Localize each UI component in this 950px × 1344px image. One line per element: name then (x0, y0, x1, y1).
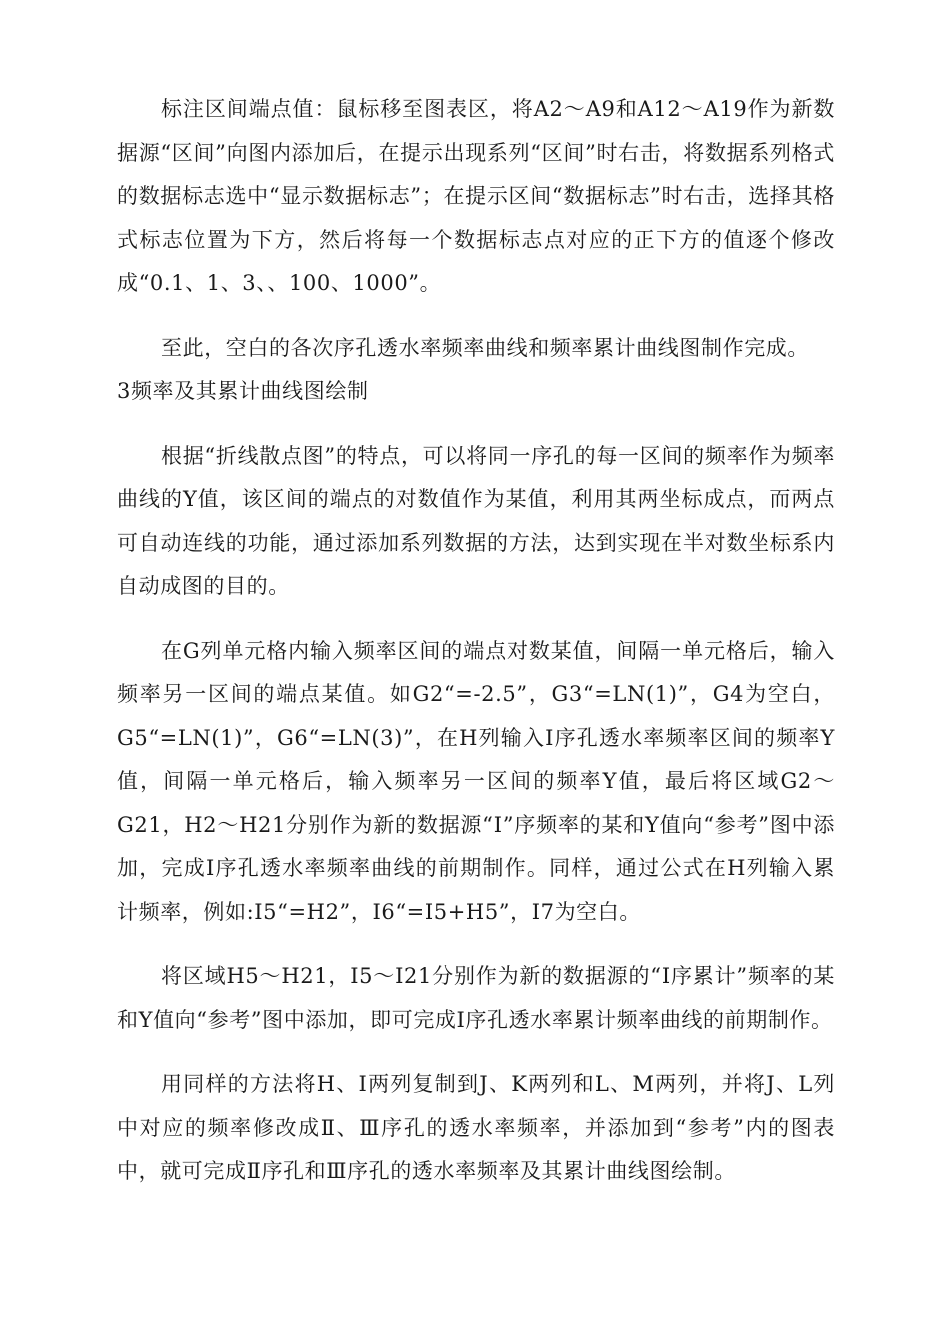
paragraph-column-g-input: 在G列单元格内输入频率区间的端点对数某值，间隔一单元格后，输入频率另一区间的端点某值。如G2“=-2.5”，G3“=LN(1)”，G4为空白，G5“=LN(1)”，G6“=LN(3)”，在H列输入Ⅰ序孔透水率频率区间的频率Y值，间隔一单元格后，输入频率另一区间的频率Y值，最后将区域G2～G21，H2～H21分别作为新的数据源“Ⅰ”序频率的某和Y值向“参考”图中添加，完成Ⅰ序孔透水率频率曲线的前期制作。同样，通过公式在H列输入累计频率，例如:I5“=H2”，I6“=I5+H5”，I7为空白。 (117, 638, 835, 924)
paragraph-scatter-method: 根据“折线散点图”的特点，可以将同一序孔的每一区间的频率作为频率曲线的Y值，该区间的端点的对数值作为某值，利用其两坐标成点，而两点可自动连线的功能，通过添加系列数据的方法，达到实现在半对数坐标系内自动成图的目的。 (117, 443, 835, 598)
document-body (117, 88, 835, 1215)
paragraph-copy-columns: 用同样的方法将H、I两列复制到J、K两列和L、M两列，并将J、L列中对应的频率修改成Ⅱ、Ⅲ序孔的透水率频率，并添加到“参考”内的图表中，就可完成Ⅱ序孔和Ⅲ序孔的透水率频率及其累计曲线图绘制。 (117, 1072, 835, 1183)
paragraph-cumulative-series: 将区域H5～H21，I5～I21分别作为新的数据源的“Ⅰ序累计”频率的某和Y值向“参考”图中添加，即可完成Ⅰ序孔透水率累计频率曲线的前期制作。 (117, 964, 835, 1032)
paragraph-data-labels: 标注区间端点值：鼠标移至图表区，将A2～A9和A12～A19作为新数据源“区间”向图内添加后，在提示出现系列“区间”时右击，将数据系列格式的数据标志选中“显示数据标志”；在提示区间“数据标志”时右击，选择其格式标志位置为下方，然后将每一个数据标志点对应的正下方的值逐个修改成“0.1、1、3、、100、1000”。 (117, 97, 835, 295)
section-heading: 3频率及其累计曲线图绘制 (117, 379, 369, 403)
paragraph-completion: 至此，空白的各次序孔透水率频率曲线和频率累计曲线图制作完成。 (161, 335, 809, 360)
